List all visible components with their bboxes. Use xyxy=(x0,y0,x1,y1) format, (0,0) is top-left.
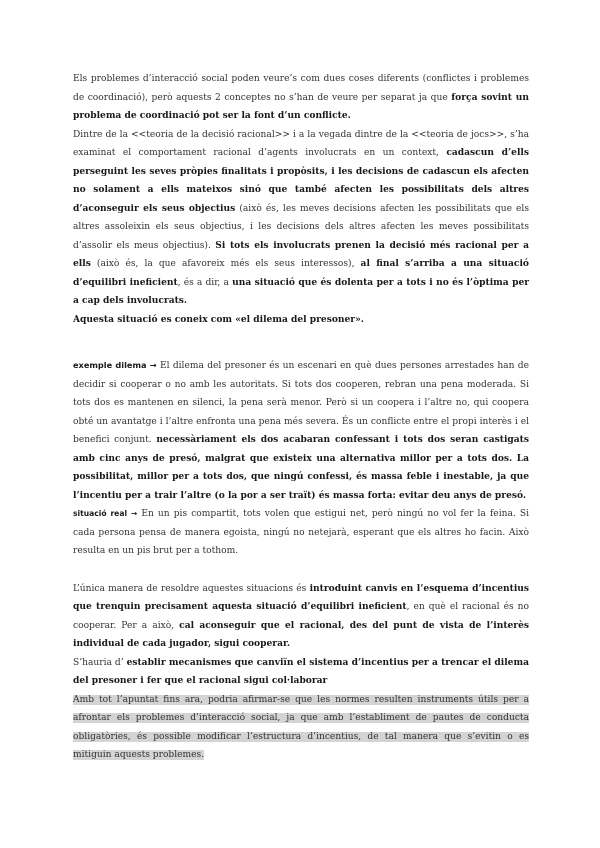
paragraph-dilemma-name xyxy=(73,311,529,330)
bold-span: una situació que és dolenta per a tots i no és l’òptima per a cap dels involucrats. xyxy=(73,276,530,306)
bold-span: Aquesta situació es coneix com «el dilema del presoner». xyxy=(73,313,364,325)
highlighted-text: Amb tot l’apuntat fins ara, podria afirmar-se que les normes resulten instruments útils per a afrontar els problemes d’interacció social, ja que amb l’establiment de pautes de conducta obligatòries, és possible modificar l’estructura d’incentius, de tal manera que s’evitin o es mitiguin aquests problemes. xyxy=(73,694,529,760)
text-span: En un pis compartit, tots volen que estigui net, però ningú no vol fer la feina. Si cada persona pensa de manera egoista, ningú no netejarà, esperant que els altres ho facin. Això resulta en un pis brut per a tothom. xyxy=(73,509,529,556)
bold-span: introduint canvis en l’esquema d’incentius que trenquin precisament aquesta situació d’equilibri ineficient xyxy=(73,582,530,612)
document-page xyxy=(73,70,529,765)
paragraph-intro xyxy=(73,70,529,126)
bold-span: establir mecanismes que canviïn el sistema d’incentius per a trencar el dilema del presoner i fer que el racional sigui col·laborar xyxy=(73,656,529,686)
bold-span: Si tots els involucrats prenen la decisió més racional per a ells xyxy=(73,239,529,269)
example-label: exemple dilema → xyxy=(73,360,157,370)
spacer xyxy=(73,561,529,580)
paragraph-example xyxy=(73,356,529,505)
bold-span: necessàriament els dos acabaran confessant i tots dos seran castigats amb cinc anys de presó, malgrat que existeix una alternativa millor per a tots dos. La possibilitat, millor per a tots dos, que ningú confessi, és massa feble i inestable, ja que l’incentiu per a trair l’altre (o la por a ser traït) és massa forta: evitar deu anys de presó. xyxy=(73,434,530,501)
real-situation-label: situació real → xyxy=(73,509,138,518)
text-span: Dintre de la <<teoria de la decisió racional>> i a la vegada dintre de la <<teoria de jocs>>, s’ha examinat el comportament racional d’agents involucrats en un context, xyxy=(73,129,529,158)
text-span: S’hauria d’ xyxy=(73,657,127,668)
bold-span: força sovint un problema de coordinació pot ser la font d’un conflicte. xyxy=(73,91,529,121)
text-span: (això és, la que afavoreix més els seus interessos), xyxy=(90,259,361,269)
paragraph-norms xyxy=(73,691,529,765)
text-span: , en què el racional és no cooperar. Per a això, xyxy=(73,602,529,631)
spacer xyxy=(73,329,529,356)
paragraph-real-situation xyxy=(73,505,529,561)
text-span: , és a dir, a xyxy=(177,277,233,288)
text-span: (això és, les meves decisions afecten les possibilitats que els altres assoleixin els seus objectius, i les decisions dels altres afecten les meves possibilitats d’assolir els meus objectius). xyxy=(73,203,529,251)
text-span: El dilema del presoner és un escenari en què dues persones arrestades han de decidir si cooperar o no amb les autoritats. Si tots dos cooperen, rebran una pena moderada. Si tots dos es mantenen en silenci, la pena serà menor. Però si un coopera i l’altre no, qui coopera obté un avantatge i l’altre enfronta una pena més severa. És un conflicte entre el propi interès i el benefici conjunt. xyxy=(73,361,529,445)
text-span: Els problemes d’interacció social poden veure’s com dues coses diferents (conflictes i problemes de coordinació), però aquests 2 conceptes no s’han de veure per separat ja que xyxy=(73,74,529,103)
paragraph-decision-theory xyxy=(73,126,529,311)
bold-span: cadascun d’ells perseguint les seves pròpies finalitats i propòsits, i les decisions de cadascun els afecten no solament a ells mateixos sinó que també afecten les possibilitats dels altres d’aconseguir els seus objectius xyxy=(73,147,529,214)
paragraph-mechanisms xyxy=(73,654,529,691)
text-span: L’única manera de resoldre aquestes situacions és xyxy=(73,583,310,594)
bold-span: cal aconseguir que el racional, des del punt de vista de l’interès individual de cada jugador, sigui cooperar. xyxy=(73,619,529,649)
paragraph-solution xyxy=(73,580,529,654)
bold-span: al final s’arriba a una situació d’equilibri ineficient xyxy=(73,258,529,288)
